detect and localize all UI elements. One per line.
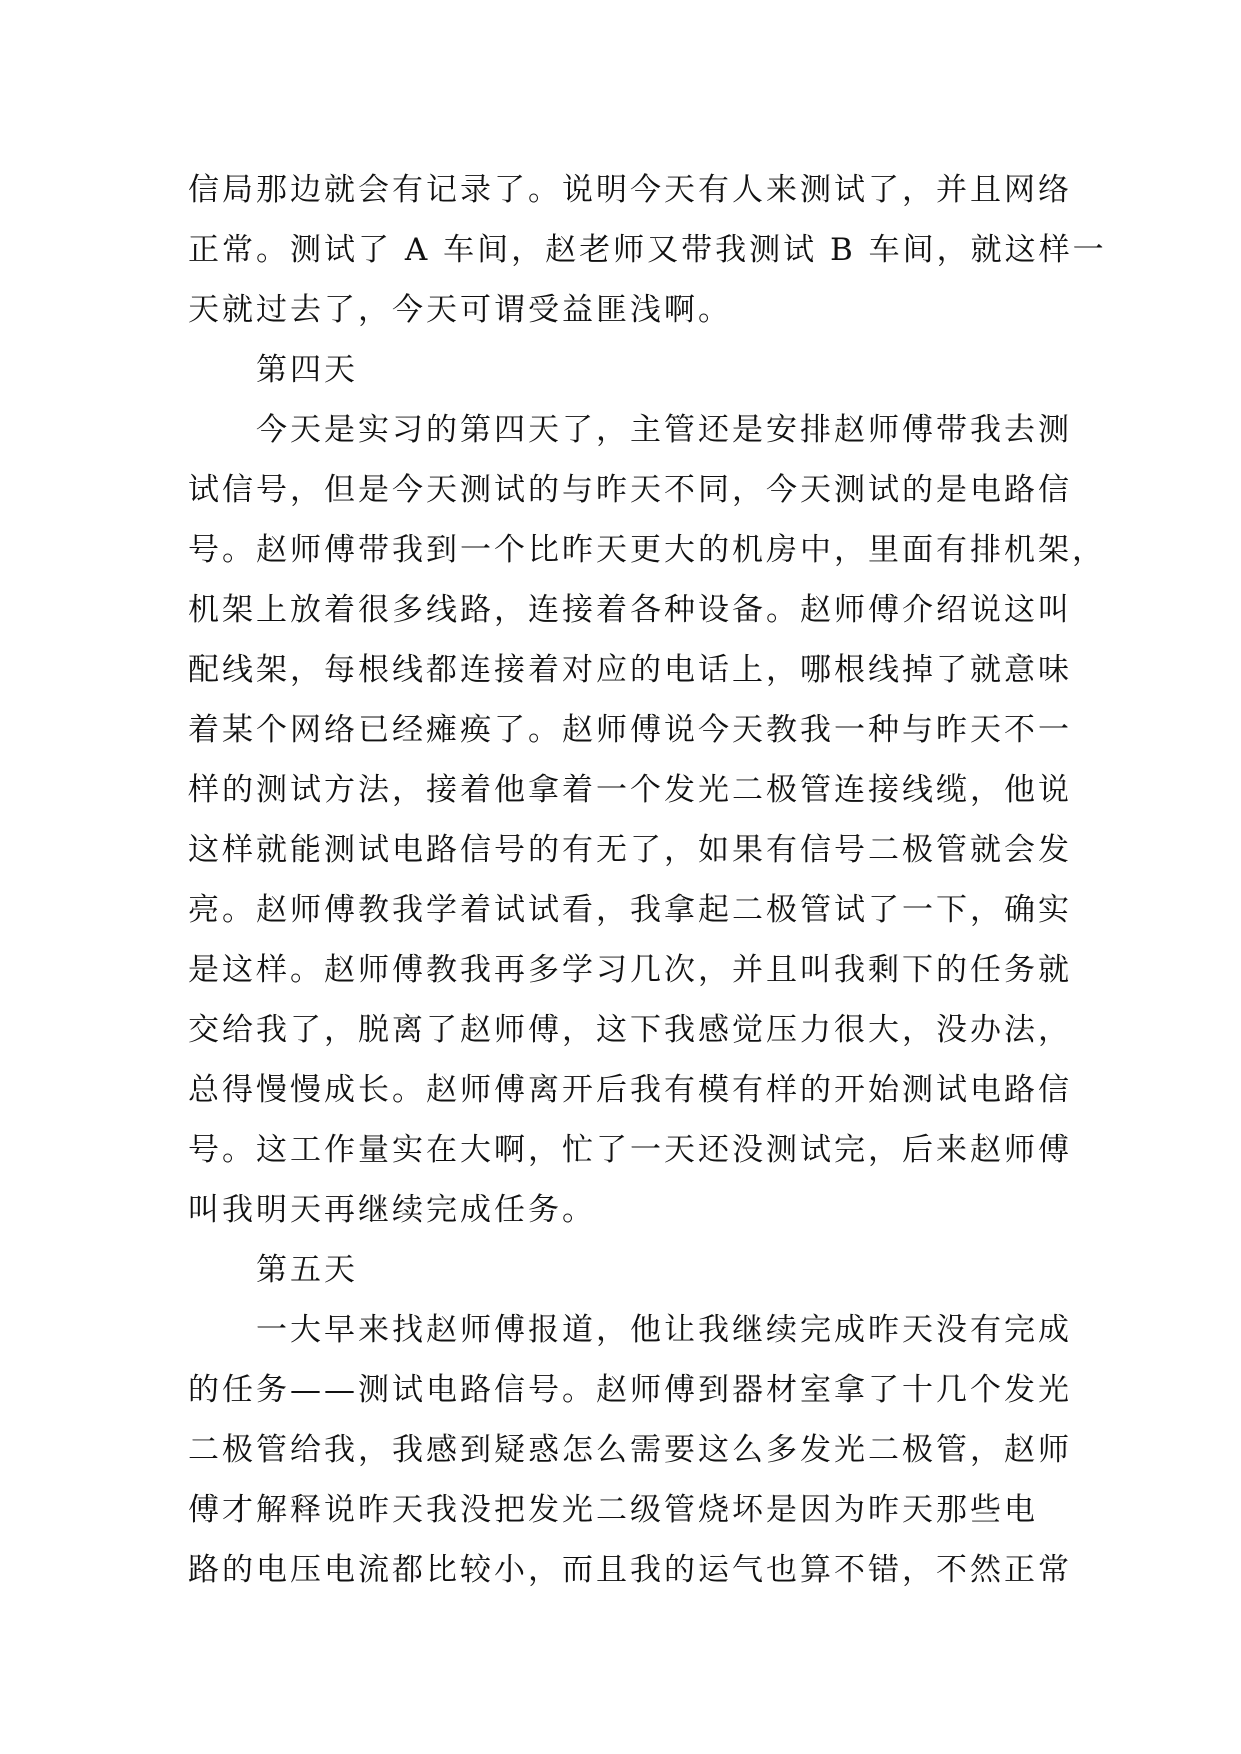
text-line: 天就过去了，今天可谓受益匪浅啊。 [188, 292, 732, 328]
text-line: 着某个网络已经瘫痪了。赵师傅说今天教我一种与昨天不一 [188, 712, 1072, 748]
text-line: 正常。测试了 A 车间，赵老师又带我测试 B 车间，就这样一 [188, 232, 1107, 268]
text-line: 号。这工作量实在大啊，忙了一天还没测试完，后来赵师傅 [188, 1132, 1072, 1168]
section-heading-day-4: 第四天 [256, 352, 358, 388]
text-line: 傅才解释说昨天我没把发光二级管烧坏是因为昨天那些电 [188, 1492, 1038, 1528]
text-line: 亮。赵师傅教我学着试试看，我拿起二极管试了一下，确实 [188, 892, 1072, 928]
text-line: 的任务——测试电路信号。赵师傅到器材室拿了十几个发光 [188, 1372, 1072, 1408]
text-line: 机架上放着很多线路，连接着各种设备。赵师傅介绍说这叫 [188, 592, 1072, 628]
text-line: 是这样。赵师傅教我再多学习几次，并且叫我剩下的任务就 [188, 952, 1072, 988]
paragraph-start: 今天是实习的第四天了，主管还是安排赵师傅带我去测 [256, 412, 1072, 448]
body-text [188, 160, 1107, 1600]
text-line: 总得慢慢成长。赵师傅离开后我有模有样的开始测试电路信 [188, 1072, 1072, 1108]
text-line: 叫我明天再继续完成任务。 [188, 1192, 596, 1228]
text-line: 样的测试方法，接着他拿着一个发光二极管连接线缆，他说 [188, 772, 1072, 808]
text-line: 这样就能测试电路信号的有无了，如果有信号二极管就会发 [188, 832, 1072, 868]
paragraph-start: 一大早来找赵师傅报道，他让我继续完成昨天没有完成 [256, 1312, 1072, 1348]
text-line: 配线架，每根线都连接着对应的电话上，哪根线掉了就意味 [188, 652, 1072, 688]
text-line: 二极管给我，我感到疑惑怎么需要这么多发光二极管，赵师 [188, 1432, 1072, 1468]
text-line: 信局那边就会有记录了。说明今天有人来测试了，并且网络 [188, 172, 1072, 208]
text-line: 交给我了，脱离了赵师傅，这下我感觉压力很大，没办法， [188, 1012, 1072, 1048]
text-line: 路的电压电流都比较小，而且我的运气也算不错，不然正常 [188, 1552, 1072, 1588]
text-line: 试信号，但是今天测试的与昨天不同，今天测试的是电路信 [188, 472, 1072, 508]
text-line: 号。赵师傅带我到一个比昨天更大的机房中，里面有排机架， [188, 532, 1106, 568]
section-heading-day-5: 第五天 [256, 1252, 358, 1288]
